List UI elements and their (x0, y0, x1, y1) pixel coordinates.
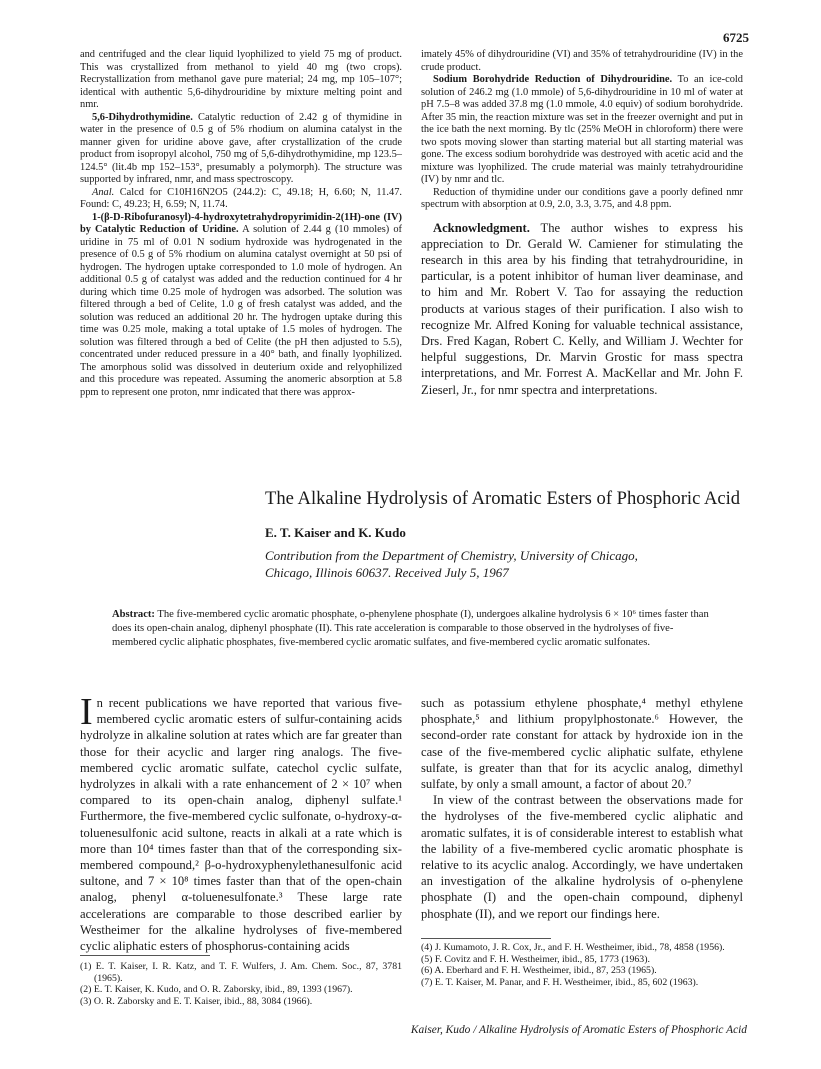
body-right-column (421, 695, 743, 922)
borohydride-paragraph (421, 74, 743, 187)
anal-label: Anal. (92, 186, 115, 198)
intro-paragraph (80, 691, 402, 954)
running-footer: Kaiser, Kudo / Alkaline Hydrolysis of Aromatic Esters of Phosphoric Acid (410, 1024, 747, 1036)
paragraph-text: A solution of 2.44 g (10 mmoles) of uridine in 75 ml of 0.01 N sodium hydroxide was hydrogenated in the presence of 0.5 g of 5% rhodium on alumina catalyst overnight at 50 psi of hydrogen. The hydrogen uptake corresponded to 1.0 mole of hydrogen. An additional 0.5 g of catalyst was added and the reduction continued for 4 hr during which time 0.25 mole of hydrogen was adsorbed. The solution was filtered through a bed of Celite, 1.0 g of fresh catalyst was added, and the solution was reduced an additional 20 hr. The hydrogen uptake during this time was 0.25 mole, making a total uptake of 1.5 moles of hydrogen. The solution was filtered through a bed of Celite (the pH then adjusted to 5.5), concentrated under reduced pressure in a 40° bath, and finally lyophilized. The amorphous solid was dissolved in deuterium oxide and relyophilized and this procedure was repeated. Assuming the anomeric absorption at 5.8 ppm to represent one proton, nmr indicated that there was approx- (80, 224, 402, 398)
reference-item: (7) E. T. Kaiser, M. Panar, and F. H. Westheimer, ibid., 85, 602 (1963). (421, 976, 699, 988)
references-right (421, 942, 743, 988)
paragraph-text: n recent publications we have reported that various five-membered cyclic aromatic esters of sulfur-containing acids hydrolyze in alkaline solution at rates which are far greater than those for their acyclic and larger ring analogs. The five-membered cyclic aromatic sulfate, catechol cyclic sulfate, hydrolyzes in alkali with a rate enhancement of 2 × 10⁷ when compared to its open-chain analog, diphenyl sulfate.¹ Furthermore, the five-membered cyclic sulfonate, o-hydroxy-α-toluenesulfonic acid sultone, reacts in alkali at a rate which is more than 10⁴ times faster than that of the corresponding six-membered compound,² β-o-hydroxyphenylethanesulfonic acid sultone, and 7 × 10⁸ times faster than that of the open-chain analog, phenyl α-toluenesulfonate.³ These large rate accelerations are comparable to those described earlier by Westheimer for the alkaline hydrolyses of five-membered cyclic aliphatic esters of phosphorus-containing acids (80, 696, 402, 954)
drop-cap: I (80, 691, 93, 733)
page-number: 6725 (723, 30, 749, 45)
affiliation-line: Chicago, Illinois 60637. Received July 5, 1967 (265, 564, 509, 580)
references-left (80, 961, 402, 1007)
affiliation-line: Contribution from the Department of Chemistry, University of Chicago, (265, 548, 638, 563)
footnote-divider (421, 938, 551, 939)
thymidine-paragraph: Reduction of thymidine under our conditions gave a poorly defined nmr spectrum with absorption at 0.9, 2.0, 3.3, 3.75, and 4.8 ppm. (421, 186, 743, 210)
analysis-paragraph (80, 187, 402, 212)
section-heading: Sodium Borohydride Reduction of Dihydrouridine. (433, 74, 673, 85)
reference-item: (6) A. Eberhard and F. H. Westheimer, ibid., 87, 253 (1965). (421, 965, 657, 977)
top-right-column (421, 49, 743, 398)
paragraph: and centrifuged and the clear liquid lyophilized to yield 75 mg of product. This was crystallized from methanol to yield 40 mg (two crops). Recrystallization from methanol gave pure material; 24 mg, mp 105–107°; identical with authentic 5,6-dihydrouridine by mixture melting point and nmr. (80, 49, 402, 110)
reference-item: (4) J. Kumamoto, J. R. Cox, Jr., and F. H. Westheimer, ibid., 78, 4858 (1956). (421, 942, 725, 953)
paragraph: imately 45% of dihydrouridine (VI) and 35% of tetrahydrouridine (IV) in the crude product. (421, 49, 743, 73)
reference-item: (3) O. R. Zaborsky and E. T. Kaiser, ibid., 88, 3084 (1966). (80, 995, 313, 1007)
paragraph-text: Calcd for C10H16N2O5 (244.2): C, 49.18; H, 6.60; N, 11.47. Found: C, 49.23; H, 6.59; N, 11.74. (80, 186, 402, 210)
abstract (112, 608, 712, 649)
paragraph-text: To an ice-cold solution of 246.2 mg (1.0 mmole) of 5,6-dihydrouridine in 10 ml of water at pH 7.5–8 was added 37.8 mg (1.0 mmole, 4.0 equiv) of sodium borohydride. After 35 min, the reaction mixture was set in the freezer overnight and put in the ice bath the next morning. By tlc (25% MeOH in chloroform) there were two spots moving slower than starting material but all starting material was gone. The excess sodium borohydride was destroyed with acetic acid and the mixture was lyophilized. The crude material was mainly tetrahydrouridine (IV) by nmr and tlc. (421, 74, 743, 185)
section-heading: 5,6-Dihydrothymidine. (92, 111, 193, 123)
top-left-column (80, 49, 402, 399)
affiliation (265, 548, 735, 581)
article-title: The Alkaline Hydrolysis of Aromatic Esters of Phosphoric Acid (265, 488, 741, 509)
acknowledgment-heading: Acknowledgment. (433, 220, 530, 235)
paragraph: such as potassium ethylene phosphate,⁴ methyl ethylene phosphate,⁵ and lithium propylphostonate.⁶ However, the second-order rate constant for attack by hydroxide ion in the case of the five-membered cyclic aliphatic sulfate, ethylene sulfate, is greater than that for its acyclic analog, dimethyl sulfate, by only a small amount, a factor of about 20.⁷ (421, 696, 743, 792)
reference-item: (5) F. Covitz and F. H. Westheimer, ibid., 85, 1773 (1963). (421, 953, 650, 965)
abstract-label: Abstract: (112, 609, 155, 620)
acknowledgment-paragraph (421, 220, 743, 398)
abstract-text: The five-membered cyclic aromatic phosphate, o-phenylene phosphate (I), undergoes alkaline hydrolysis 6 × 10⁶ times faster than does its open-chain analog, diphenyl phosphate (II). This rate acceleration is comparable to those observed in the hydrolyses of five-membered cyclic aliphatic phosphates, five-membered cyclic aromatic sulfates, and five-membered cyclic aromatic sulfonates. (112, 609, 709, 648)
paragraph: In view of the contrast between the observations made for the hydrolyses of the five-membered cyclic aliphatic and aromatic sulfates, it is of considerable interest to establish what the lability of a five-membered cyclic aromatic phosphate is relative to its acyclic analog. Accordingly, we have undertaken an investigation of the alkaline hydrolysis of o-phenylene phosphate (I) and the open-chain compound, diphenyl phosphate (II), and we report our findings here. (421, 793, 743, 921)
acknowledgment-text: The author wishes to express his appreciation to Dr. Gerald W. Camiener for stimulating the research in this area by his finding that tetrahydrouridine, in particular, is a potent inhibitor of human liver deaminase, and to him and Mr. Robert V. Tao for assaying the reduction products at various stages of their purification. I also wish to recognize Mr. Alfred Koning for valuable technical assistance, Drs. Fred Kagan, Robert C. Kelly, and William J. Wechter for helpful suggestions, Dr. Marvin Grostic for mass spectra interpretations, and Mr. Forrest A. MacKellar and Mr. John F. Zieserl, Jr., for nmr spectra and interpretations. (421, 220, 743, 397)
reference-item: (1) E. T. Kaiser, I. R. Katz, and T. F. Wulfers, J. Am. Chem. Soc., 87, 3781 (1965). (80, 961, 402, 984)
dihydrothymidine-paragraph (80, 112, 402, 187)
authors: E. T. Kaiser and K. Kudo (265, 525, 406, 540)
paragraph-text: Catalytic reduction of 2.42 g of thymidine in water in the presence of 0.5 g of 5% rhodium on alumina catalyst in the manner given for uridine above gave, after crystallization of the crude product from isopropyl alcohol, 750 mg of 5,6-dihydrothymidine, mp 123.5–124.5° (lit.4b mp 152–153°, presumably a polymorph). The structure was supported by infrared, nmr, and mass spectroscopy. (80, 111, 402, 185)
reference-item: (2) E. T. Kaiser, K. Kudo, and O. R. Zaborsky, ibid., 89, 1393 (1967). (80, 984, 353, 996)
ribofuranosyl-paragraph (80, 212, 402, 400)
body-left-column (80, 691, 402, 954)
section-heading: 1-(β-D-Ribofuranosyl)-4-hydroxytetrahydropyrimidin-2(1H)-one (IV) by Catalytic Reduction of Uridine. (80, 211, 402, 235)
footnote-divider (80, 955, 210, 956)
